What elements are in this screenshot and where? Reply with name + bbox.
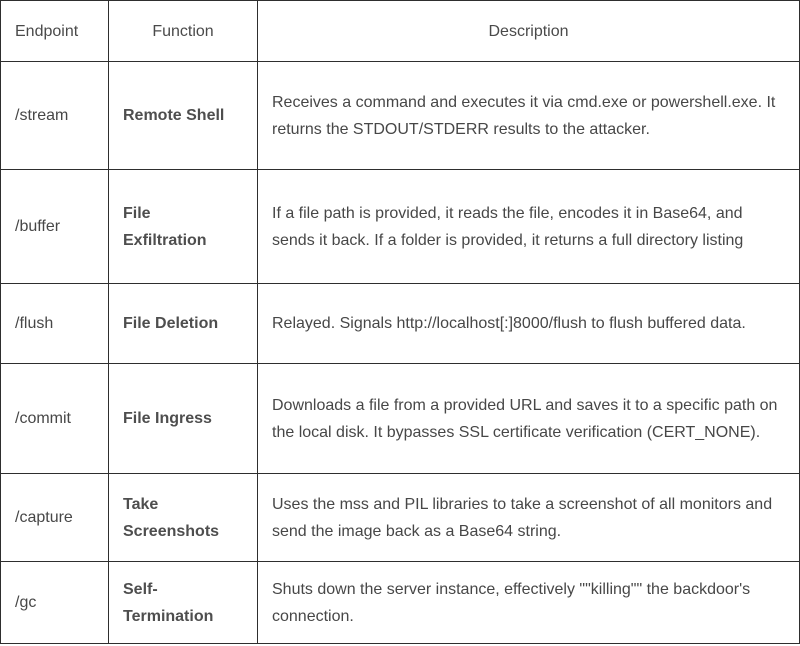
endpoint-cell: /stream [1,62,109,170]
endpoint-cell: /commit [1,364,109,474]
endpoint-cell: /gc [1,562,109,644]
table-row [1,170,800,284]
header-description: Description [258,1,800,62]
endpoint-cell: /buffer [1,170,109,284]
header-row [1,1,800,62]
table-row [1,62,800,170]
description-cell: Shuts down the server instance, effectively ""killing"" the backdoor's connection. [258,562,800,644]
description-cell: If a file path is provided, it reads the file, encodes it in Base64, and sends it back. If a folder is provided, it returns a full directory listing [258,170,800,284]
endpoint-cell: /flush [1,284,109,364]
table-row [1,284,800,364]
header-function: Function [109,1,258,62]
table-row [1,562,800,644]
header-endpoint: Endpoint [1,1,109,62]
function-cell: File Ingress [109,364,258,474]
function-cell: Take Screenshots [109,474,258,562]
table-row [1,364,800,474]
function-cell: Remote Shell [109,62,258,170]
endpoint-cell: /capture [1,474,109,562]
function-cell: Self-Termination [109,562,258,644]
table-row [1,474,800,562]
function-cell: File Exfiltration [109,170,258,284]
function-cell: File Deletion [109,284,258,364]
description-cell: Relayed. Signals http://localhost[:]8000/flush to flush buffered data. [258,284,800,364]
description-cell: Uses the mss and PIL libraries to take a screenshot of all monitors and send the image back as a Base64 string. [258,474,800,562]
description-cell: Receives a command and executes it via cmd.exe or powershell.exe. It returns the STDOUT/STDERR results to the attacker. [258,62,800,170]
description-cell: Downloads a file from a provided URL and saves it to a specific path on the local disk. It bypasses SSL certificate verification (CERT_NONE). [258,364,800,474]
